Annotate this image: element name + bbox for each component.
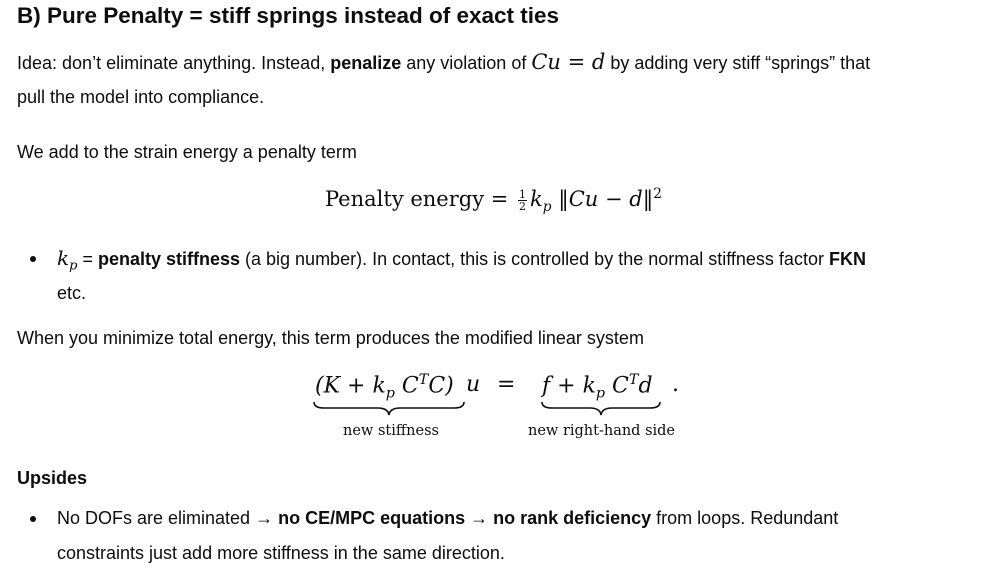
idea-bold-penalize: penalize <box>330 53 402 73</box>
lhs-sup: T <box>418 372 429 388</box>
idea-math-d: d <box>591 50 606 74</box>
penalty-eq-sign: = <box>484 187 516 211</box>
rhs-expression <box>542 372 653 402</box>
upsides-suffix: from loops. Redundant <box>651 508 839 528</box>
half-den: 2 <box>519 200 527 213</box>
idea-prefix: Idea: don’t eliminate anything. Instead, <box>17 53 331 73</box>
idea-suffix: by adding very stiff “springs” that <box>605 53 871 73</box>
penalty-k: k <box>530 187 543 211</box>
half-fraction <box>518 189 527 212</box>
kp-k: k <box>57 246 70 270</box>
idea-middle: any violation of <box>401 53 532 73</box>
norm-close: ‖ <box>642 187 654 211</box>
kp-k-sub: p <box>69 258 78 274</box>
kp-eq: = <box>77 249 98 269</box>
penalty-k-sub: p <box>542 199 552 216</box>
upsides-prefix: No DOFs are eliminated → <box>57 508 279 528</box>
section-heading: B) Pure Penalty = stiff springs instead of exact ties <box>17 3 560 28</box>
upsides-title: Upsides <box>17 468 88 488</box>
rhs-sup: T <box>628 372 639 388</box>
system-eq-sign: = <box>497 372 516 397</box>
upsides-bold-1: no CE/MPC equations <box>278 508 466 528</box>
kp-rest: (a big number). In contact, this is controlled by the normal stiffness factor <box>240 249 829 269</box>
upsides-line-2: constraints just add more stiffness in the same direction. <box>57 543 505 563</box>
upsides-bullet-text <box>57 501 838 536</box>
system-period: . <box>672 372 679 397</box>
new-stiffness-label: new stiffness <box>343 423 439 439</box>
idea-math-eq: = <box>560 50 592 74</box>
rhs-open: f + k <box>542 373 596 399</box>
lhs-end: C) <box>428 373 454 399</box>
idea-line-2: pull the model into compliance. <box>17 87 265 107</box>
upsides-arrow: → <box>465 508 494 528</box>
penalty-label: Penalty energy <box>325 187 485 211</box>
left-underbrace <box>312 400 466 418</box>
norm-open: ‖ <box>551 187 569 211</box>
rhs-c: C <box>605 373 629 399</box>
kp-bullet-text <box>57 241 866 284</box>
norm-power: 2 <box>653 186 662 202</box>
kp-bullet-line-2: etc. <box>57 283 87 303</box>
half-num: 1 <box>519 188 527 201</box>
new-rhs-label: new right-hand side <box>528 423 676 439</box>
norm-body: Cu − d <box>568 187 643 211</box>
bullet-dot <box>30 516 36 522</box>
lhs-c: C <box>394 373 419 399</box>
strain-intro: We add to the strain energy a penalty term <box>17 142 357 162</box>
right-underbrace <box>540 400 662 418</box>
bullet-dot <box>30 256 36 262</box>
kp-bold-fkn: FKN <box>828 249 866 269</box>
upsides-bold-2: no rank deficiency <box>493 508 652 528</box>
idea-math-cu: Cu <box>531 50 561 74</box>
lhs-open: (K + k <box>315 373 386 399</box>
penalty-energy-equation <box>325 186 662 215</box>
rhs-d: d <box>638 373 653 399</box>
minimize-text: When you minimize total energy, this term produces the modified linear system <box>17 328 644 348</box>
lhs-expression <box>315 372 454 402</box>
kp-bold: penalty stiffness <box>97 249 241 269</box>
idea-paragraph <box>17 45 870 81</box>
lhs-sub: p <box>385 385 395 402</box>
rhs-sub: p <box>595 385 606 402</box>
lhs-u: u <box>466 372 481 397</box>
